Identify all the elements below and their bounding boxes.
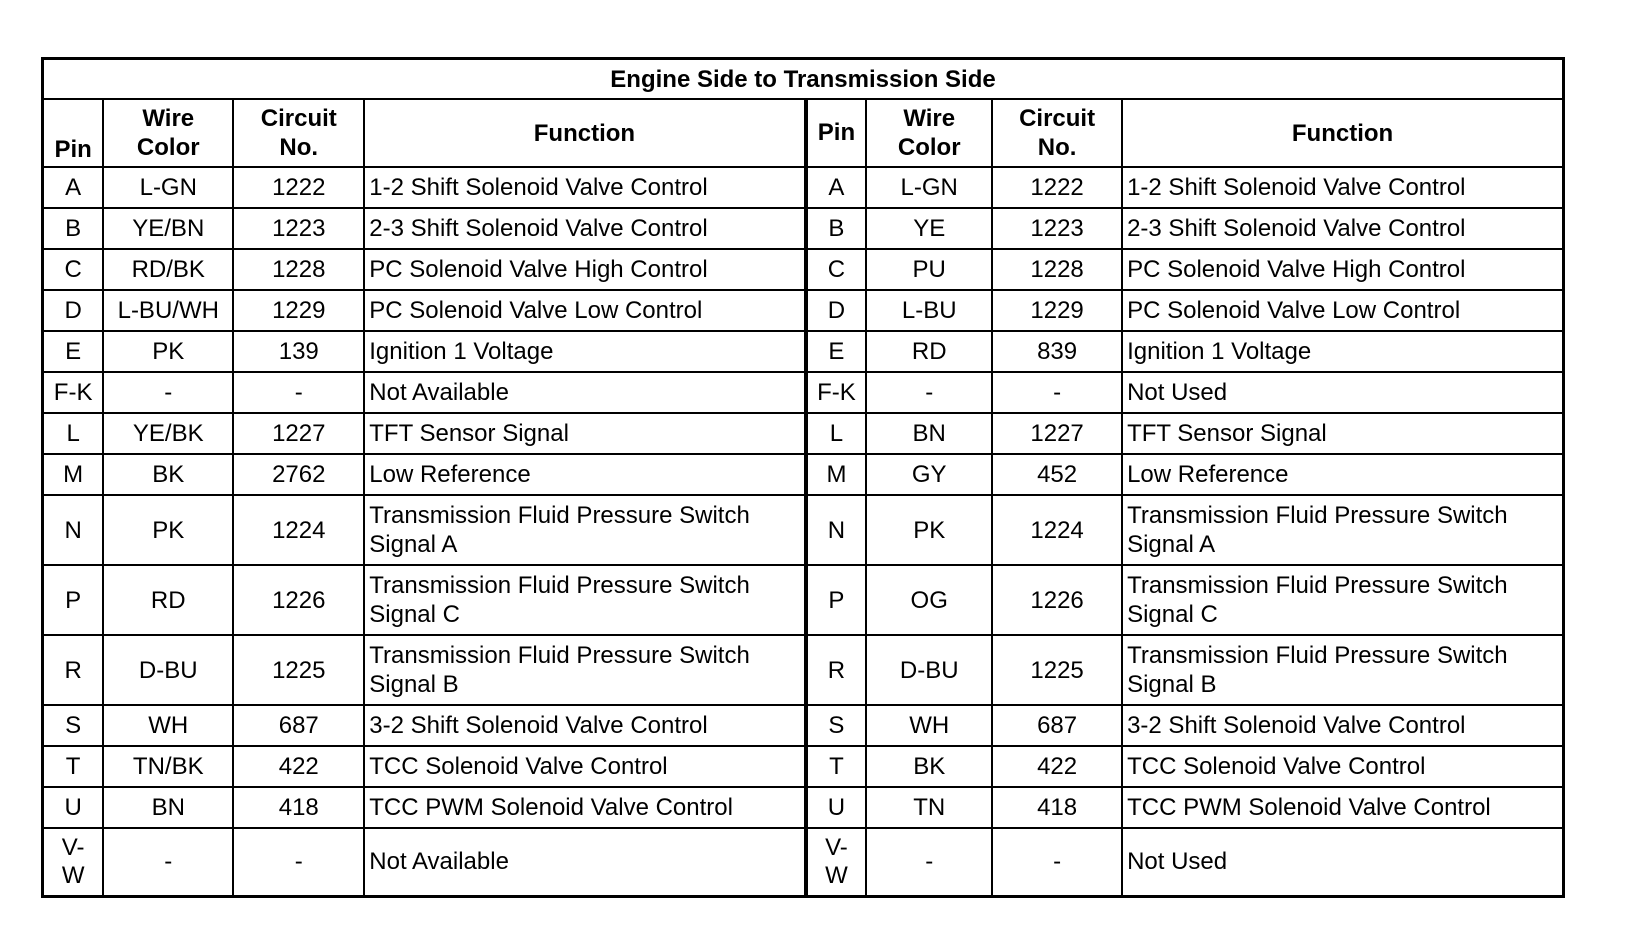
table-row [43,208,1564,249]
engine-wire-color-cell: PK [103,495,233,565]
engine-circuit-cell: - [233,372,364,413]
transmission-circuit-header: Circuit No. [992,99,1122,167]
engine-wire-color-cell: YE/BK [103,413,233,454]
transmission-pin-cell: N [806,495,867,565]
transmission-pin-cell: R [806,635,867,705]
engine-function-cell: Transmission Fluid Pressure Switch Signal B [364,635,805,705]
engine-circuit-cell: - [233,828,364,896]
transmission-function-cell: Transmission Fluid Pressure Switch Signal A [1122,495,1563,565]
engine-pin-cell: F-K [43,372,104,413]
engine-circuit-cell: 1224 [233,495,364,565]
engine-wire-color-cell: - [103,372,233,413]
engine-circuit-cell: 422 [233,746,364,787]
transmission-circuit-cell: 687 [992,705,1122,746]
table-row [43,454,1564,495]
transmission-circuit-cell: 1227 [992,413,1122,454]
transmission-circuit-cell: 839 [992,331,1122,372]
transmission-function-cell: PC Solenoid Valve High Control [1122,249,1563,290]
engine-pin-cell: N [43,495,104,565]
engine-wire-color-cell: L-GN [103,167,233,208]
engine-pin-cell: A [43,167,104,208]
transmission-function-cell: 3-2 Shift Solenoid Valve Control [1122,705,1563,746]
transmission-function-cell: Not Used [1122,828,1563,896]
transmission-function-header: Function [1122,99,1563,167]
engine-function-cell: PC Solenoid Valve Low Control [364,290,805,331]
engine-function-cell: 3-2 Shift Solenoid Valve Control [364,705,805,746]
engine-wire-color-cell: RD [103,565,233,635]
engine-pin-cell: V- W [43,828,104,896]
transmission-circuit-cell: 1228 [992,249,1122,290]
transmission-circuit-cell: 1222 [992,167,1122,208]
engine-pin-cell: E [43,331,104,372]
engine-wire-color-cell: D-BU [103,635,233,705]
transmission-pin-cell: L [806,413,867,454]
engine-wire-color-header: Wire Color [103,99,233,167]
transmission-wire-color-cell: WH [866,705,992,746]
table-row [43,495,1564,565]
table-row [43,828,1564,896]
engine-wire-color-cell: RD/BK [103,249,233,290]
engine-circuit-cell: 1227 [233,413,364,454]
engine-function-cell: Ignition 1 Voltage [364,331,805,372]
transmission-circuit-cell: 1226 [992,565,1122,635]
transmission-function-cell: TCC PWM Solenoid Valve Control [1122,787,1563,828]
engine-circuit-cell: 1222 [233,167,364,208]
engine-function-cell: 1-2 Shift Solenoid Valve Control [364,167,805,208]
transmission-function-cell: TCC Solenoid Valve Control [1122,746,1563,787]
engine-pin-cell: T [43,746,104,787]
engine-wire-color-cell: PK [103,331,233,372]
transmission-pin-header: Pin [806,99,867,167]
table-row [43,372,1564,413]
connector-table-sheet [41,57,1565,898]
engine-pin-cell: P [43,565,104,635]
engine-function-cell: TCC Solenoid Valve Control [364,746,805,787]
transmission-wire-color-cell: BK [866,746,992,787]
transmission-function-cell: PC Solenoid Valve Low Control [1122,290,1563,331]
transmission-circuit-cell: - [992,828,1122,896]
transmission-circuit-cell: 1225 [992,635,1122,705]
engine-pin-cell: L [43,413,104,454]
engine-wire-color-cell: L-BU/WH [103,290,233,331]
table-row [43,565,1564,635]
engine-circuit-cell: 418 [233,787,364,828]
transmission-circuit-cell: - [992,372,1122,413]
engine-pin-cell: B [43,208,104,249]
engine-circuit-header: Circuit No. [233,99,364,167]
engine-function-cell: Transmission Fluid Pressure Switch Signal A [364,495,805,565]
engine-circuit-cell: 2762 [233,454,364,495]
engine-wire-color-cell: BK [103,454,233,495]
transmission-function-cell: Transmission Fluid Pressure Switch Signal B [1122,635,1563,705]
engine-circuit-cell: 139 [233,331,364,372]
transmission-circuit-cell: 1229 [992,290,1122,331]
pinout-rows [43,167,1564,896]
transmission-pin-cell: T [806,746,867,787]
engine-pin-cell: C [43,249,104,290]
transmission-wire-color-cell: TN [866,787,992,828]
transmission-wire-color-cell: D-BU [866,635,992,705]
transmission-pin-cell: B [806,208,867,249]
table-row [43,705,1564,746]
transmission-wire-color-cell: - [866,828,992,896]
transmission-function-cell: TFT Sensor Signal [1122,413,1563,454]
transmission-wire-color-cell: YE [866,208,992,249]
engine-function-cell: Low Reference [364,454,805,495]
table-row [43,787,1564,828]
transmission-function-cell: 1-2 Shift Solenoid Valve Control [1122,167,1563,208]
engine-wire-color-cell: YE/BN [103,208,233,249]
table-row [43,413,1564,454]
engine-function-cell: Transmission Fluid Pressure Switch Signal C [364,565,805,635]
engine-pin-cell: S [43,705,104,746]
engine-circuit-cell: 1225 [233,635,364,705]
transmission-pin-cell: F-K [806,372,867,413]
engine-pin-cell: M [43,454,104,495]
transmission-function-cell: Ignition 1 Voltage [1122,331,1563,372]
transmission-wire-color-cell: L-GN [866,167,992,208]
table-row [43,635,1564,705]
engine-wire-color-cell: WH [103,705,233,746]
engine-pin-cell: R [43,635,104,705]
engine-wire-color-cell: TN/BK [103,746,233,787]
engine-function-cell: TCC PWM Solenoid Valve Control [364,787,805,828]
transmission-wire-color-cell: RD [866,331,992,372]
engine-function-cell: Not Available [364,372,805,413]
transmission-wire-color-cell: PK [866,495,992,565]
engine-wire-color-cell: - [103,828,233,896]
transmission-pin-cell: V- W [806,828,867,896]
transmission-pin-cell: S [806,705,867,746]
engine-pin-header: Pin [43,99,104,167]
transmission-pin-cell: D [806,290,867,331]
transmission-function-cell: Transmission Fluid Pressure Switch Signal C [1122,565,1563,635]
transmission-circuit-cell: 1223 [992,208,1122,249]
engine-circuit-cell: 1223 [233,208,364,249]
connector-pinout-table [41,57,1565,898]
table-row [43,746,1564,787]
transmission-wire-color-cell: GY [866,454,992,495]
engine-circuit-cell: 687 [233,705,364,746]
transmission-wire-color-header: Wire Color [866,99,992,167]
engine-function-cell: PC Solenoid Valve High Control [364,249,805,290]
table-row [43,290,1564,331]
transmission-wire-color-cell: PU [866,249,992,290]
engine-wire-color-cell: BN [103,787,233,828]
engine-function-header: Function [364,99,805,167]
transmission-pin-cell: E [806,331,867,372]
transmission-pin-cell: A [806,167,867,208]
transmission-wire-color-cell: - [866,372,992,413]
transmission-circuit-cell: 452 [992,454,1122,495]
table-row [43,331,1564,372]
transmission-function-cell: 2-3 Shift Solenoid Valve Control [1122,208,1563,249]
transmission-function-cell: Low Reference [1122,454,1563,495]
transmission-function-cell: Not Used [1122,372,1563,413]
engine-circuit-cell: 1229 [233,290,364,331]
engine-function-cell: 2-3 Shift Solenoid Valve Control [364,208,805,249]
transmission-circuit-cell: 418 [992,787,1122,828]
transmission-wire-color-cell: BN [866,413,992,454]
transmission-pin-cell: U [806,787,867,828]
transmission-pin-cell: M [806,454,867,495]
transmission-wire-color-cell: OG [866,565,992,635]
table-title: Engine Side to Transmission Side [43,59,1564,100]
transmission-circuit-cell: 422 [992,746,1122,787]
engine-circuit-cell: 1228 [233,249,364,290]
transmission-circuit-cell: 1224 [992,495,1122,565]
transmission-pin-cell: P [806,565,867,635]
transmission-pin-cell: C [806,249,867,290]
engine-pin-cell: D [43,290,104,331]
engine-function-cell: TFT Sensor Signal [364,413,805,454]
engine-pin-cell: U [43,787,104,828]
engine-circuit-cell: 1226 [233,565,364,635]
engine-function-cell: Not Available [364,828,805,896]
table-row [43,167,1564,208]
table-row [43,249,1564,290]
transmission-wire-color-cell: L-BU [866,290,992,331]
